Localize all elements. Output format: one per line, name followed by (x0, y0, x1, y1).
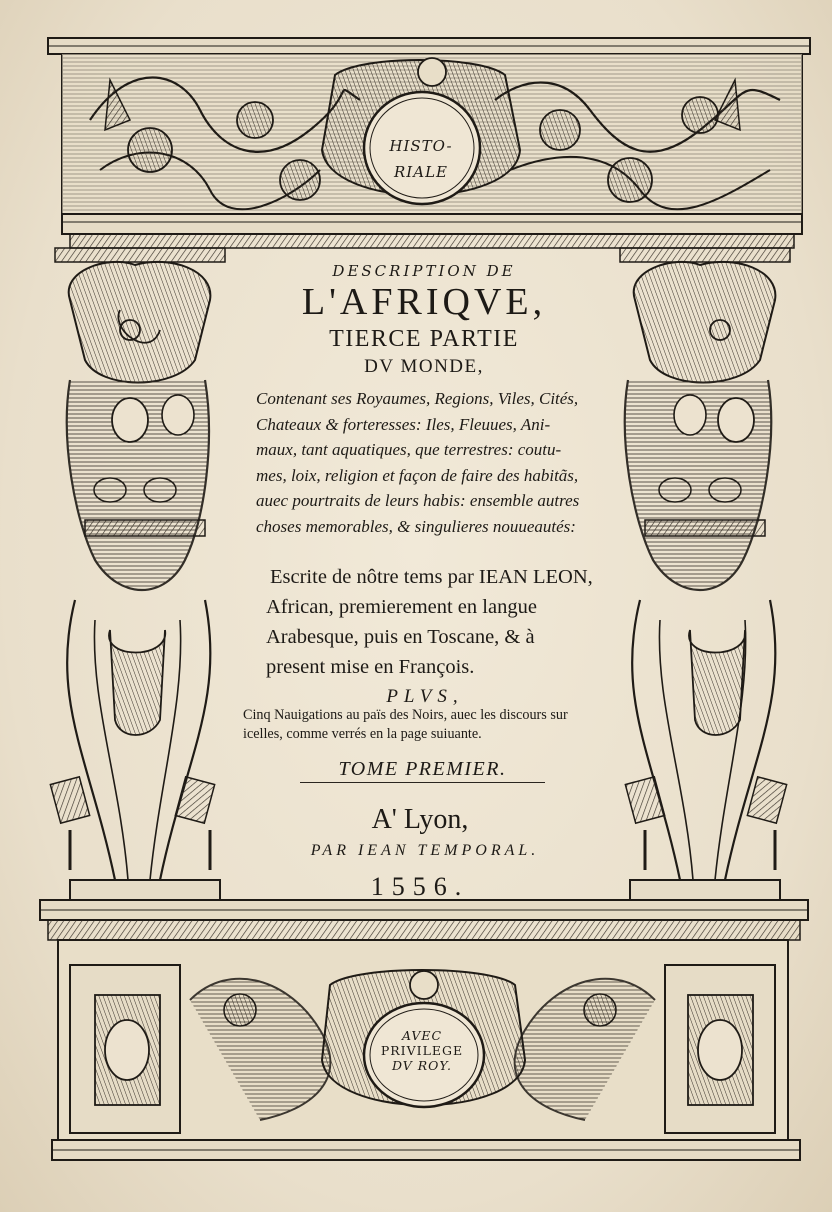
contents-line: Chateaux & forteresses: Iles, Fleuues, Ani- (256, 414, 551, 434)
navigations-line: icelles, comme verrés en la page suiuante. (243, 726, 482, 742)
contents-line: mes, loix, religion et façon de faire des habitãs, (256, 465, 579, 485)
title-line-2: L'AFRIQVE, (301, 281, 547, 323)
navigations-line: Cinq Nauigations au païs des Noirs, auec les discours sur (243, 707, 568, 723)
contents-line: Contenant ses Royaumes, Regions, Viles, Cités, (256, 389, 579, 408)
cartouche-line-1: HISTO- (389, 137, 453, 155)
author-line: present mise en François. (266, 656, 475, 678)
plus-heading: PLVS, (386, 686, 464, 707)
title-line-1: DESCRIPTION DE (332, 262, 516, 280)
cartouche-line-2: RIALE (394, 163, 448, 181)
volume-label: TOME PREMIER. (300, 758, 545, 783)
bottom-cartouche-text (367, 1028, 477, 1073)
imprint-printer: PAR IEAN TEMPORAL. (310, 842, 540, 859)
privilege-line-1: AVEC (401, 1028, 443, 1043)
contents-line: auec pourtraits de leurs habis: ensemble autres (256, 491, 580, 510)
contents-description (256, 386, 616, 539)
contents-line: choses memorables, & singulieres nouueautés: (256, 516, 576, 536)
title-block (238, 262, 610, 380)
imprint-year: 1556. (370, 872, 470, 901)
top-cartouche-text (366, 133, 476, 185)
right-column (620, 248, 790, 900)
privilege-line-3: DV ROY. (391, 1058, 453, 1073)
title-line-4: DV MONDE, (364, 356, 484, 377)
author-line: African, premierement en langue (266, 596, 537, 618)
imprint-place: A' Lyon, (371, 804, 469, 835)
privilege-line-2: PRIVILEGE (380, 1043, 464, 1058)
author-line: Arabesque, puis en Toscane, & à (266, 626, 535, 648)
left-column (50, 248, 225, 900)
navigations-note (243, 706, 623, 744)
title-line-3: TIERCE PARTIE (329, 326, 519, 352)
author-line: Escrite de nôtre tems par IEAN LEON, (270, 566, 593, 588)
contents-line: maux, tant aquatiques, que terrestres: coutu- (256, 440, 562, 459)
author-statement (266, 562, 626, 682)
